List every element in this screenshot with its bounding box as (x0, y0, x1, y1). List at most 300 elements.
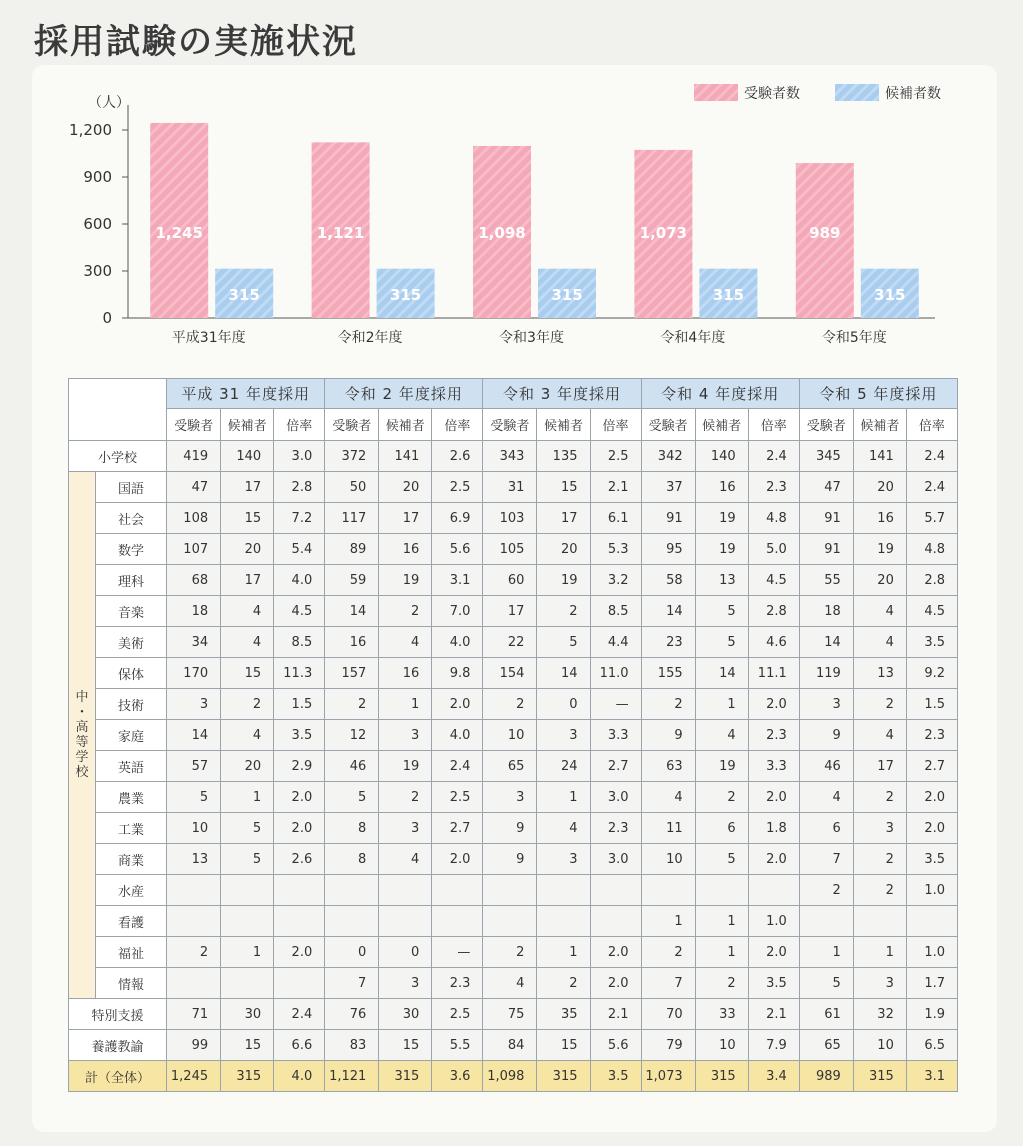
table-cell: 95 (641, 534, 695, 565)
table-cell: 2 (853, 875, 906, 906)
legend-swatch-candidates (835, 84, 879, 101)
table-cell: 140 (695, 441, 748, 472)
year-header: 令和 5 年度採用 (799, 379, 957, 409)
x-category-label: 令和5年度 (821, 330, 887, 346)
table-cell: 7 (641, 968, 695, 999)
table-cell: 5 (221, 844, 274, 875)
table-cell: 2 (799, 875, 853, 906)
column-header: 候補者 (695, 409, 748, 441)
table-cell: 4 (483, 968, 537, 999)
table-cell: 18 (167, 596, 221, 627)
table-cell: 19 (695, 534, 748, 565)
table-cell (590, 875, 641, 906)
table-cell (695, 875, 748, 906)
table-cell: 20 (537, 534, 590, 565)
x-category-label: 平成31年度 (171, 330, 246, 346)
table-row (69, 472, 958, 503)
table-cell: 3 (853, 813, 906, 844)
table-cell: 2.6 (274, 844, 325, 875)
row-label: 技術 (96, 689, 167, 720)
table-cell: 5 (167, 782, 221, 813)
table-cell: 20 (221, 534, 274, 565)
table-cell: 7.2 (274, 503, 325, 534)
table-cell: 315 (853, 1061, 906, 1092)
table-cell: 16 (695, 472, 748, 503)
table-cell: 0 (379, 937, 432, 968)
table-cell: 5.4 (274, 534, 325, 565)
table-cell: 10 (853, 1030, 906, 1061)
table-cell: 15 (221, 1030, 274, 1061)
table-cell: 5 (695, 596, 748, 627)
table-cell: 20 (853, 565, 906, 596)
column-header: 倍率 (906, 409, 957, 441)
table-row (69, 689, 958, 720)
table-cell: 0 (325, 937, 379, 968)
table-cell: 3.5 (274, 720, 325, 751)
table-cell: 5.6 (432, 534, 483, 565)
table-cell (167, 906, 221, 937)
table-cell: 3.2 (590, 565, 641, 596)
column-header: 候補者 (537, 409, 590, 441)
table-cell: 3 (379, 813, 432, 844)
table-cell: 2.3 (748, 472, 799, 503)
table-cell: 57 (167, 751, 221, 782)
table-cell: 2.1 (748, 999, 799, 1030)
bar-label-candidates: 315 (874, 286, 906, 304)
table-cell: 47 (167, 472, 221, 503)
table-cell: 2.7 (590, 751, 641, 782)
table-cell: 345 (799, 441, 853, 472)
table-cell: 6.5 (906, 1030, 957, 1061)
x-category-label: 令和4年度 (660, 330, 726, 346)
column-header: 候補者 (379, 409, 432, 441)
column-header: 倍率 (432, 409, 483, 441)
table-row (69, 844, 958, 875)
table-cell: 4.6 (748, 627, 799, 658)
table-cell: 154 (483, 658, 537, 689)
table-cell: 4.0 (432, 720, 483, 751)
table-cell: 15 (537, 1030, 590, 1061)
table-cell: 135 (537, 441, 590, 472)
table-cell: 91 (799, 534, 853, 565)
table-cell: 6 (799, 813, 853, 844)
year-header: 令和 2 年度採用 (325, 379, 483, 409)
table-cell: 2.0 (432, 844, 483, 875)
table-cell: 2 (853, 689, 906, 720)
row-label: 小学校 (69, 441, 167, 472)
table-corner (69, 379, 167, 441)
table-cell (590, 906, 641, 937)
table-cell: 19 (695, 503, 748, 534)
table-cell: 2.8 (906, 565, 957, 596)
table-row (69, 1061, 958, 1092)
table-cell: 3.6 (432, 1061, 483, 1092)
table-cell: 2.7 (432, 813, 483, 844)
year-header: 平成 31 年度採用 (167, 379, 325, 409)
table-cell (379, 875, 432, 906)
table-cell (432, 875, 483, 906)
bar-label-candidates: 315 (712, 286, 745, 304)
y-tick-label: 300 (83, 262, 112, 280)
table-cell: 1,073 (641, 1061, 695, 1092)
table-cell: 14 (641, 596, 695, 627)
table-cell: 14 (537, 658, 590, 689)
year-header: 令和 3 年度採用 (483, 379, 641, 409)
table-cell: 17 (537, 503, 590, 534)
table-cell: 18 (799, 596, 853, 627)
table-cell (432, 906, 483, 937)
table-cell: 2.3 (590, 813, 641, 844)
table-row (69, 503, 958, 534)
table-cell: 2.0 (748, 782, 799, 813)
table-cell: 75 (483, 999, 537, 1030)
table-cell: 3.1 (906, 1061, 957, 1092)
table-cell: 2.0 (274, 782, 325, 813)
table-cell: 5 (221, 813, 274, 844)
table-cell: 105 (483, 534, 537, 565)
table-cell: 3 (537, 844, 590, 875)
table-cell: 2.0 (274, 937, 325, 968)
table-row (69, 658, 958, 689)
table-cell: 2 (483, 937, 537, 968)
row-label: 商業 (96, 844, 167, 875)
table-cell: 61 (799, 999, 853, 1030)
table-cell: 3.0 (590, 782, 641, 813)
table-cell: 2.4 (432, 751, 483, 782)
table-cell: 1.0 (906, 937, 957, 968)
table-cell (379, 906, 432, 937)
y-tick-label: 1,200 (69, 121, 112, 139)
table-cell: 2.5 (432, 472, 483, 503)
table-cell: 2.5 (432, 782, 483, 813)
table-cell: 1.8 (748, 813, 799, 844)
table-cell: 342 (641, 441, 695, 472)
table-cell: 14 (695, 658, 748, 689)
bar-label-examinees: 989 (809, 224, 841, 242)
table-row (69, 782, 958, 813)
table-row (69, 565, 958, 596)
bar-examinees (150, 123, 208, 318)
legend-label-candidates: 候補者数 (885, 86, 941, 102)
table-cell (325, 875, 379, 906)
table-row (69, 1030, 958, 1061)
row-label: 工業 (96, 813, 167, 844)
bar-label-candidates: 315 (389, 286, 422, 304)
table-cell: 107 (167, 534, 221, 565)
table-cell (325, 906, 379, 937)
table-cell: 4.0 (274, 1061, 325, 1092)
bar-chart (0, 0, 1023, 370)
table-cell (641, 875, 695, 906)
column-header: 受験者 (483, 409, 537, 441)
table-cell (537, 875, 590, 906)
table-cell: 11.1 (748, 658, 799, 689)
table-cell: 2.6 (432, 441, 483, 472)
table-cell: 17 (379, 503, 432, 534)
table-cell: 4.5 (274, 596, 325, 627)
table-cell: 83 (325, 1030, 379, 1061)
table-cell: 10 (483, 720, 537, 751)
row-label: 保体 (96, 658, 167, 689)
table-cell: 4 (379, 627, 432, 658)
table-cell: 84 (483, 1030, 537, 1061)
table-cell: 3 (483, 782, 537, 813)
table-cell: 4 (537, 813, 590, 844)
bar-label-candidates: 315 (228, 286, 260, 304)
bar-label-examinees: 1,245 (155, 224, 203, 242)
table-cell: 2.0 (590, 968, 641, 999)
table-cell: 2 (695, 782, 748, 813)
table-cell (483, 875, 537, 906)
table-cell: 24 (537, 751, 590, 782)
table-cell: 3.1 (432, 565, 483, 596)
row-label: 数学 (96, 534, 167, 565)
table-cell: 2 (853, 782, 906, 813)
table-cell: 5 (695, 627, 748, 658)
table-cell (537, 906, 590, 937)
recruitment-table (68, 378, 958, 1092)
table-cell: 0 (537, 689, 590, 720)
table-cell: 1.7 (906, 968, 957, 999)
table-cell: 4 (221, 596, 274, 627)
table-cell: 70 (641, 999, 695, 1030)
table-cell: 15 (537, 472, 590, 503)
table-cell: 4 (853, 627, 906, 658)
y-unit-label: （人） (88, 95, 130, 111)
table-cell: 2 (221, 689, 274, 720)
table-cell: 8 (325, 844, 379, 875)
table-cell: 1 (221, 782, 274, 813)
table-cell: 315 (379, 1061, 432, 1092)
table-cell: 315 (221, 1061, 274, 1092)
row-label: 国語 (96, 472, 167, 503)
table-cell: 5 (695, 844, 748, 875)
table-row (69, 906, 958, 937)
table-cell: 4 (853, 596, 906, 627)
table-cell: 3 (167, 689, 221, 720)
table-cell: 315 (537, 1061, 590, 1092)
table-cell: 20 (379, 472, 432, 503)
table-cell: 16 (853, 503, 906, 534)
table-cell: 1 (853, 937, 906, 968)
x-category-label: 令和2年度 (337, 330, 403, 346)
table-cell: 141 (379, 441, 432, 472)
table-cell: 3 (379, 968, 432, 999)
table-cell: 1 (695, 689, 748, 720)
table-cell: 13 (695, 565, 748, 596)
table-cell: 4 (221, 720, 274, 751)
table-cell: 15 (221, 503, 274, 534)
table-cell: 2.0 (590, 937, 641, 968)
table-cell: 65 (799, 1030, 853, 1061)
table-cell: 2.0 (274, 813, 325, 844)
table-cell: 19 (853, 534, 906, 565)
table-cell: 4.0 (274, 565, 325, 596)
table-cell: 1.9 (906, 999, 957, 1030)
table-cell: 170 (167, 658, 221, 689)
table-cell: 1 (537, 782, 590, 813)
table-cell: 2 (167, 937, 221, 968)
table-cell: 16 (379, 534, 432, 565)
column-header: 受験者 (799, 409, 853, 441)
table-cell: 4 (641, 782, 695, 813)
column-header: 倍率 (748, 409, 799, 441)
table-cell: 15 (379, 1030, 432, 1061)
y-tick-label: 900 (83, 168, 112, 186)
table-cell: 2 (641, 937, 695, 968)
table-cell: 5.3 (590, 534, 641, 565)
table-cell (853, 906, 906, 937)
table-cell: 5.0 (748, 534, 799, 565)
year-header: 令和 4 年度採用 (641, 379, 799, 409)
table-cell: 32 (853, 999, 906, 1030)
table-cell: 3.5 (906, 627, 957, 658)
table-cell: 5 (537, 627, 590, 658)
table-cell: 2 (695, 968, 748, 999)
table-cell: 16 (379, 658, 432, 689)
table-cell: 58 (641, 565, 695, 596)
row-label: 音楽 (96, 596, 167, 627)
table-cell (167, 875, 221, 906)
table-cell: 10 (641, 844, 695, 875)
table-cell: 2 (483, 689, 537, 720)
table-cell: 20 (221, 751, 274, 782)
table-cell: 10 (695, 1030, 748, 1061)
table-cell: 1.0 (748, 906, 799, 937)
table-cell: 3.5 (590, 1061, 641, 1092)
table-cell: 3 (379, 720, 432, 751)
table-cell: 2.5 (432, 999, 483, 1030)
table-cell: 11.0 (590, 658, 641, 689)
table-cell: 19 (379, 565, 432, 596)
x-category-label: 令和3年度 (499, 330, 564, 346)
row-label: 養護教諭 (69, 1030, 167, 1061)
table-cell: 315 (695, 1061, 748, 1092)
table-cell: 3.0 (274, 441, 325, 472)
row-label: 情報 (96, 968, 167, 999)
table-row (69, 999, 958, 1030)
table-row (69, 627, 958, 658)
table-cell: 2.7 (906, 751, 957, 782)
table-cell: 1 (641, 906, 695, 937)
table-cell: 1 (537, 937, 590, 968)
table-cell: 76 (325, 999, 379, 1030)
table-cell: 1 (379, 689, 432, 720)
table-cell: 14 (799, 627, 853, 658)
table-row (69, 875, 958, 906)
table-cell: 140 (221, 441, 274, 472)
table-cell: 1.5 (274, 689, 325, 720)
table-cell: 14 (325, 596, 379, 627)
table-cell: 13 (853, 658, 906, 689)
table-cell: 9.2 (906, 658, 957, 689)
table-cell: 7 (799, 844, 853, 875)
table-cell: 50 (325, 472, 379, 503)
table-cell (483, 906, 537, 937)
table-cell: 91 (799, 503, 853, 534)
table-cell: 3.0 (590, 844, 641, 875)
table-cell: 1 (695, 906, 748, 937)
table-cell: 4 (799, 782, 853, 813)
table-cell (167, 968, 221, 999)
table-cell: 8 (325, 813, 379, 844)
table-cell: 5.6 (590, 1030, 641, 1061)
row-label: 英語 (96, 751, 167, 782)
table-cell (274, 875, 325, 906)
table-cell: 20 (853, 472, 906, 503)
bar-label-examinees: 1,121 (316, 224, 365, 242)
table-cell: 119 (799, 658, 853, 689)
row-label: 美術 (96, 627, 167, 658)
table-cell: 9.8 (432, 658, 483, 689)
column-header: 受験者 (167, 409, 221, 441)
table-cell: 155 (641, 658, 695, 689)
table-cell: 1 (221, 937, 274, 968)
table-cell: 2 (641, 689, 695, 720)
table-cell: 2 (537, 968, 590, 999)
table-cell: 2.4 (906, 472, 957, 503)
table-cell: 22 (483, 627, 537, 658)
table-cell: 2.4 (748, 441, 799, 472)
table-cell: 1,098 (483, 1061, 537, 1092)
table-cell: 2.1 (590, 472, 641, 503)
table-cell: 89 (325, 534, 379, 565)
table-cell (799, 906, 853, 937)
table-row (69, 751, 958, 782)
column-header: 候補者 (221, 409, 274, 441)
table-cell: 7.0 (432, 596, 483, 627)
table-cell: 4.8 (906, 534, 957, 565)
table-cell: 5.7 (906, 503, 957, 534)
table-cell: 117 (325, 503, 379, 534)
row-label: 看護 (96, 906, 167, 937)
table-cell: 15 (221, 658, 274, 689)
table-cell: 157 (325, 658, 379, 689)
table-cell: — (432, 937, 483, 968)
y-tick-label: 600 (83, 215, 112, 233)
table-cell: 5.5 (432, 1030, 483, 1061)
column-header: 受験者 (325, 409, 379, 441)
table-cell: 1.0 (906, 875, 957, 906)
table-cell: 1 (799, 937, 853, 968)
table-cell: 46 (325, 751, 379, 782)
table-cell: 2.4 (274, 999, 325, 1030)
table-cell: 1 (695, 937, 748, 968)
table-cell: 17 (221, 565, 274, 596)
table-cell: 13 (167, 844, 221, 875)
table-cell: 2.0 (906, 782, 957, 813)
table-cell: 4 (695, 720, 748, 751)
table-cell: 141 (853, 441, 906, 472)
group-label: 中 ・ 高 等 学 校 (69, 472, 96, 999)
table-cell: 71 (167, 999, 221, 1030)
table-cell: 17 (853, 751, 906, 782)
table-cell: 19 (537, 565, 590, 596)
table-cell: 34 (167, 627, 221, 658)
table-cell: 3 (799, 689, 853, 720)
row-label: 理科 (96, 565, 167, 596)
table-cell: 4.8 (748, 503, 799, 534)
row-label: 水産 (96, 875, 167, 906)
column-header: 候補者 (853, 409, 906, 441)
table-cell: 108 (167, 503, 221, 534)
table-cell: 989 (799, 1061, 853, 1092)
table-cell (906, 906, 957, 937)
table-cell: 1,245 (167, 1061, 221, 1092)
bar-label-examinees: 1,073 (639, 224, 688, 242)
table-cell: 6 (695, 813, 748, 844)
column-header: 倍率 (590, 409, 641, 441)
